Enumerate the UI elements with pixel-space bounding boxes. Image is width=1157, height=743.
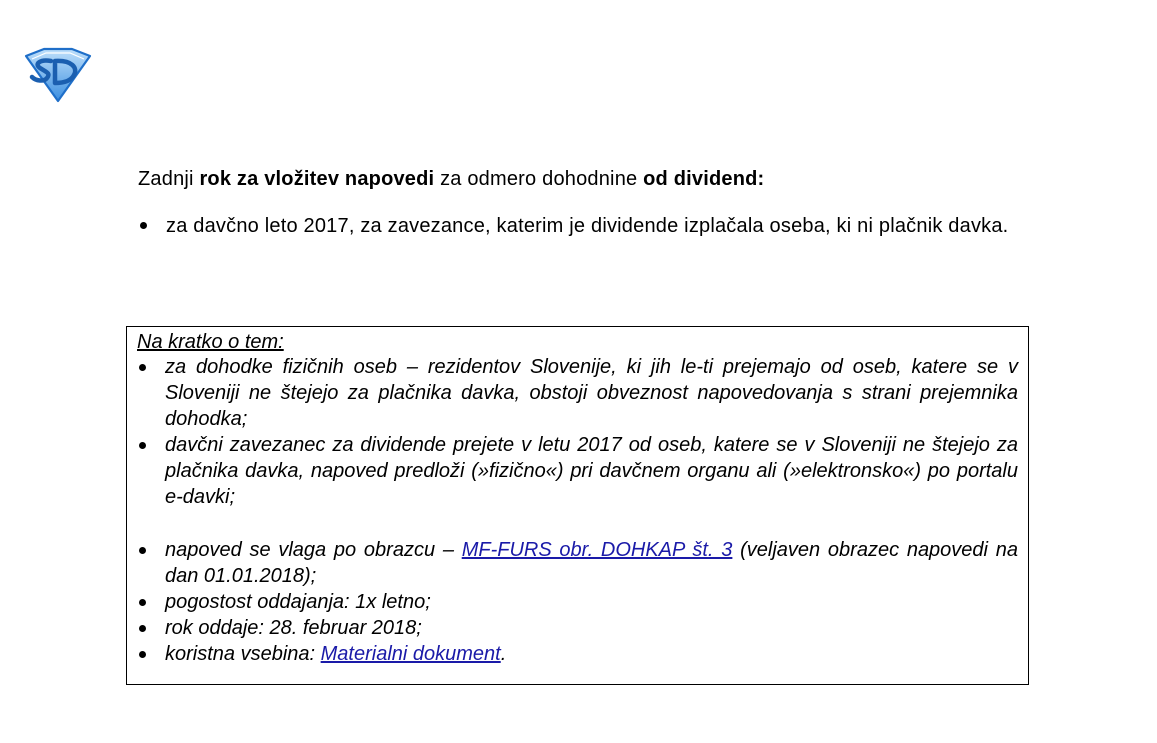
intro-section: [138, 166, 1020, 246]
form-dohkap-link[interactable]: MF-FURS obr. DOHKAP št. 3: [461, 539, 733, 561]
list-item: pogostost oddajanja: 1x letno;: [137, 589, 1018, 615]
bullet-icon: [139, 599, 146, 606]
bullet-icon: [139, 364, 146, 371]
list-item: davčni zavezanec za dividende prejete v letu 2017 od oseb, katere se v Sloveniji ne štejejo za plačnika davka, napoved predloži (»fizično«) pri davčnem organu ali (»elektronsko«) po portalu e-davki;: [137, 432, 1018, 510]
intro-list: [138, 206, 1020, 246]
bullet-icon: [139, 442, 146, 449]
dividend-emphasis: od dividend:: [643, 168, 765, 190]
list-item: za dohodke fizičnih oseb – rezidentov Slovenije, ki jih le-ti prejemajo od oseb, katere se v Sloveniji ne štejejo za plačnika davka, obstoji obveznost napovedovanja s strani prejemnika dohodka;: [137, 354, 1018, 432]
bullet-icon: [139, 625, 146, 632]
deadline-emphasis: rok za vložitev napovedi: [199, 168, 435, 190]
bullet-icon: [140, 222, 147, 229]
summary-list: [137, 354, 1018, 667]
bullet-icon: [139, 547, 146, 554]
deadline-lead-text: Zadnji rok za vložitev napovedi za odmero dohodnine od dividend:: [138, 168, 765, 190]
list-item: napoved se vlaga po obrazcu – MF-FURS obr. DOHKAP št. 3 (veljaven obrazec napovedi na dan 01.01.2018);: [137, 537, 1018, 589]
summary-box: [126, 326, 1029, 685]
bullet-icon: [139, 651, 146, 658]
list-item: koristna vsebina: Materialni dokument.: [137, 641, 1018, 667]
material-document-link[interactable]: Materialni dokument: [320, 643, 501, 665]
list-item: za davčno leto 2017, za zavezance, katerim je dividende izplačala oseba, ki ni plačnik davka.: [138, 206, 1020, 246]
summary-title: Na kratko o tem:: [137, 331, 284, 353]
list-item: rok oddaje: 28. februar 2018;: [137, 615, 1018, 641]
sd-shield-logo-icon: [20, 46, 96, 104]
